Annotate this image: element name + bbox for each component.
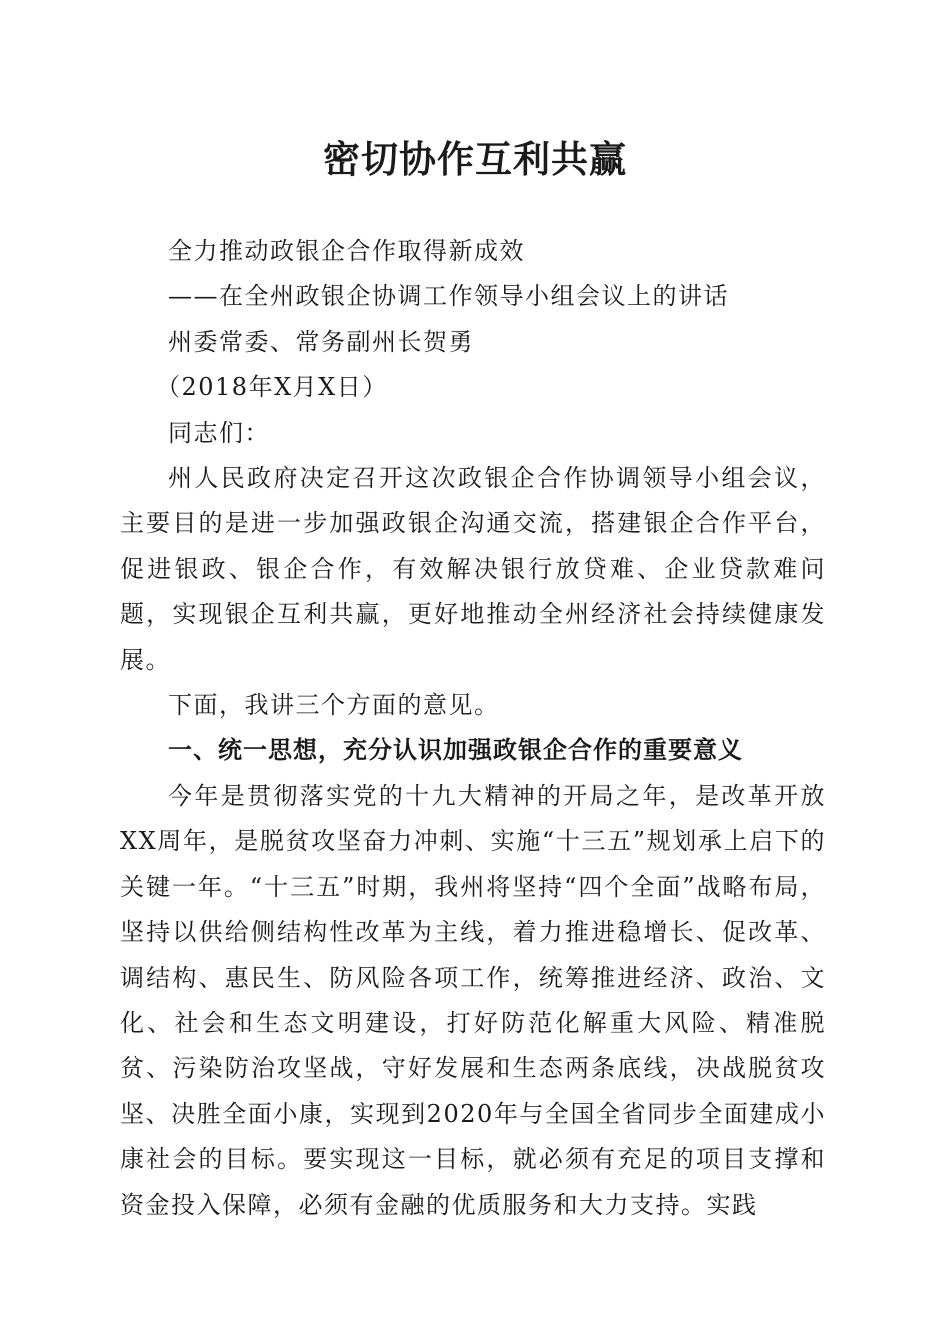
document-title: 密切协作互利共赢 — [323, 137, 627, 181]
salutation: 同志们： — [168, 418, 270, 447]
speech-subtitle: 全力推动政银企合作取得新成效 — [168, 237, 525, 265]
document-body — [120, 229, 826, 1228]
speech-occasion: ——在全州政银企协调工作领导小组会议上的讲话 — [168, 282, 729, 311]
outline-paragraph: 下面，我讲三个方面的意见。 — [168, 691, 500, 720]
speaker-line: 州委常委、常务副州长贺勇 — [168, 327, 474, 356]
speech-date: （2018年X月X日） — [156, 373, 388, 402]
intro-paragraph: 州人民政府决定召开这次政银企合作协调领导小组会议，主要目的是进一步加强政银企沟通交流，搭建银企合作平台，促进银政、银企合作，有效解决银行放贷难、企业贷款难问题，实现银企互利共赢，更好地推动全州经济社会持续健康发展。 — [120, 464, 826, 674]
section-1-heading: 一、统一思想，充分认识加强政银企合作的重要意义 — [168, 736, 743, 765]
section-1-paragraph: 今年是贯彻落实党的十九大精神的开局之年，是改革开放XX周年，是脱贫攻坚奋力冲刺、实施“十三五”规划承上启下的关键一年。“十三五”时期，我州将坚持“四个全面”战略布局，坚持以供给侧结构性改革为主线，着力推进稳增长、促改革、调结构、惠民生、防风险各项工作，统筹推进经济、政治、文化、社会和生态文明建设，打好防范化解重大风险、精准脱贫、污染防治攻坚战，守好发展和生态两条底线，决战脱贫攻坚、决胜全面小康，实现到2020年与全国全省同步全面建成小康社会的目标。要实现这一目标，就必须有充足的项目支撑和资金投入保障，必须有金融的优质服务和大力支持。实践 — [120, 781, 826, 1219]
